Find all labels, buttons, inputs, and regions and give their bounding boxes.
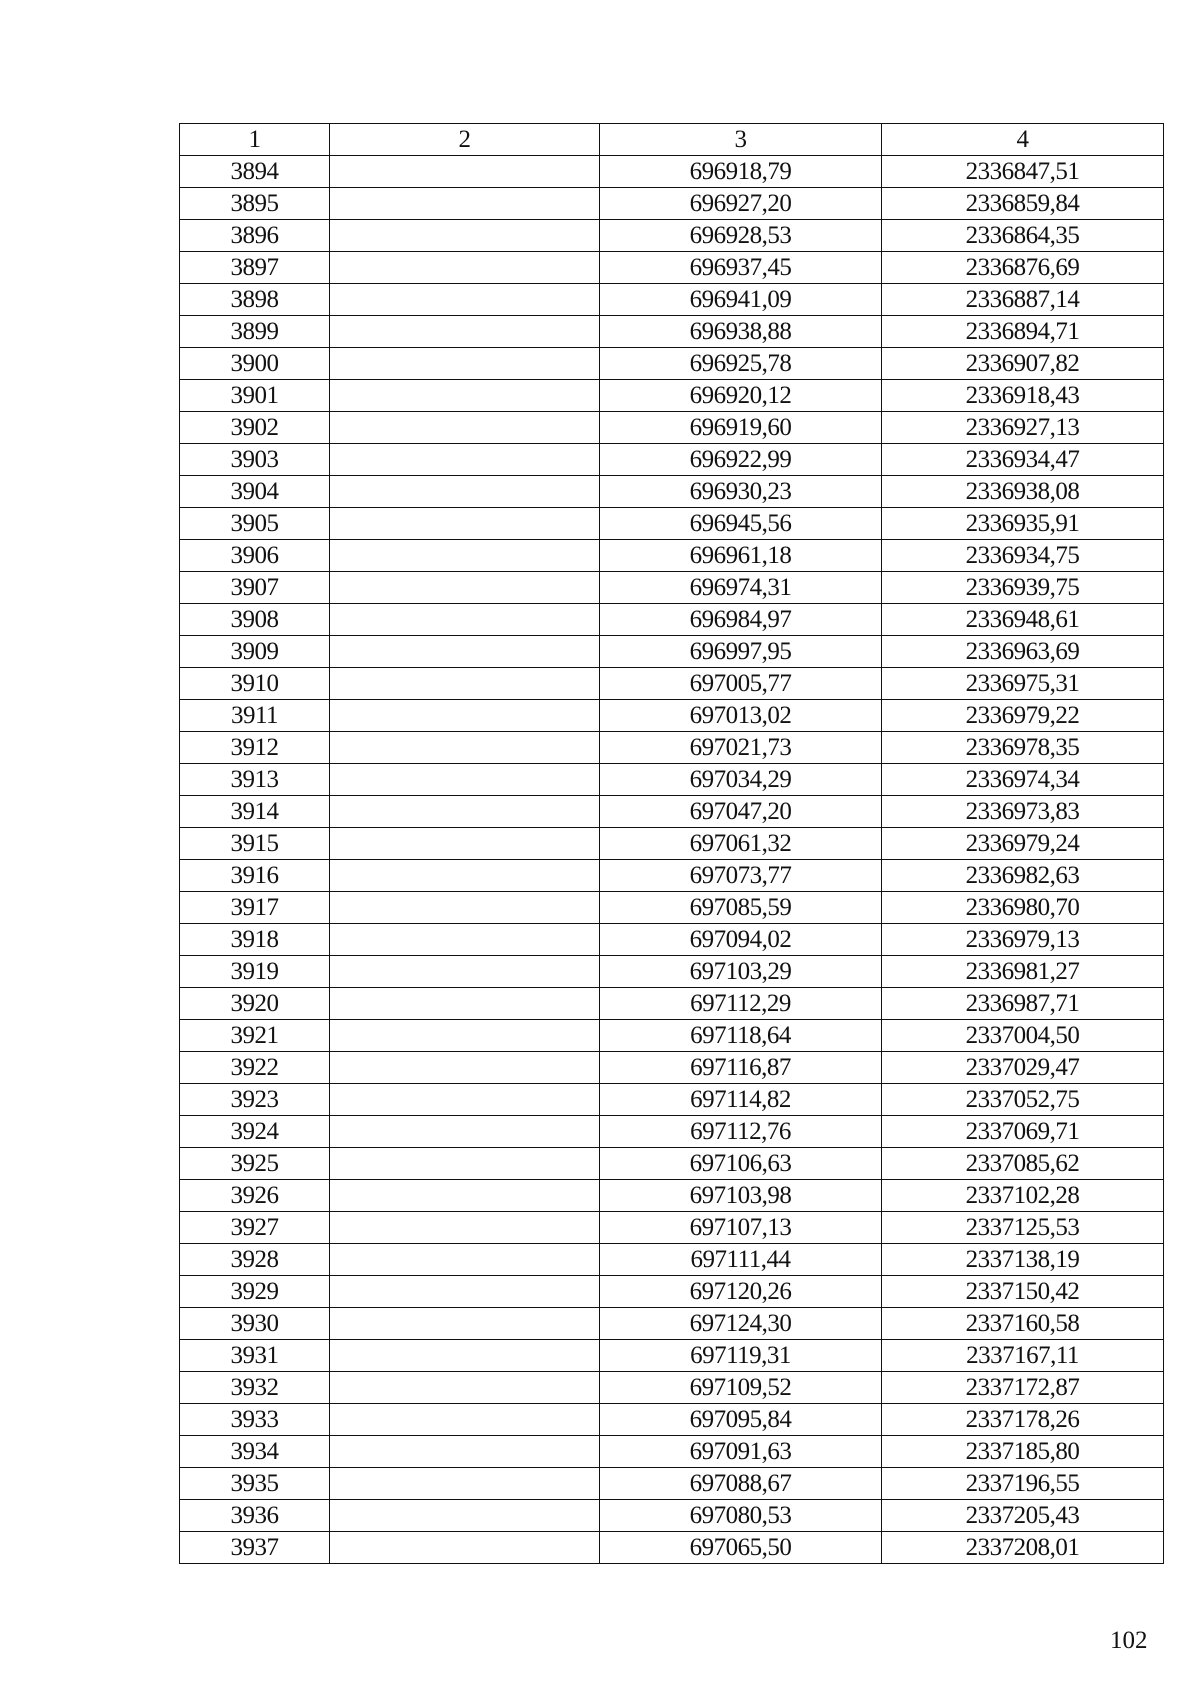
cell-col-2 xyxy=(330,252,600,284)
table-row xyxy=(180,1468,1164,1500)
table-row xyxy=(180,1372,1164,1404)
cell-point-number: 3906 xyxy=(180,540,330,572)
cell-x-coordinate: 697061,32 xyxy=(600,828,882,860)
cell-point-number: 3926 xyxy=(180,1180,330,1212)
cell-col-2 xyxy=(330,508,600,540)
cell-col-2 xyxy=(330,604,600,636)
table-row xyxy=(180,316,1164,348)
table-row xyxy=(180,892,1164,924)
cell-x-coordinate: 696941,09 xyxy=(600,284,882,316)
cell-col-2 xyxy=(330,956,600,988)
cell-col-2 xyxy=(330,1372,600,1404)
table-row xyxy=(180,1148,1164,1180)
coordinates-table-container xyxy=(179,123,1163,1564)
column-header-4: 4 xyxy=(882,124,1164,156)
cell-y-coordinate: 2336963,69 xyxy=(882,636,1164,668)
cell-y-coordinate: 2336938,08 xyxy=(882,476,1164,508)
cell-col-2 xyxy=(330,156,600,188)
table-row xyxy=(180,860,1164,892)
cell-col-2 xyxy=(330,476,600,508)
cell-x-coordinate: 697103,29 xyxy=(600,956,882,988)
cell-x-coordinate: 697091,63 xyxy=(600,1436,882,1468)
table-row xyxy=(180,1404,1164,1436)
cell-x-coordinate: 696961,18 xyxy=(600,540,882,572)
cell-x-coordinate: 697109,52 xyxy=(600,1372,882,1404)
cell-y-coordinate: 2337185,80 xyxy=(882,1436,1164,1468)
table-row xyxy=(180,1084,1164,1116)
table-row xyxy=(180,348,1164,380)
cell-x-coordinate: 697021,73 xyxy=(600,732,882,764)
table-row xyxy=(180,1244,1164,1276)
cell-x-coordinate: 697114,82 xyxy=(600,1084,882,1116)
cell-y-coordinate: 2337178,26 xyxy=(882,1404,1164,1436)
cell-point-number: 3937 xyxy=(180,1532,330,1564)
cell-point-number: 3919 xyxy=(180,956,330,988)
cell-x-coordinate: 696927,20 xyxy=(600,188,882,220)
cell-col-2 xyxy=(330,1436,600,1468)
table-row xyxy=(180,252,1164,284)
cell-x-coordinate: 697112,29 xyxy=(600,988,882,1020)
cell-x-coordinate: 697080,53 xyxy=(600,1500,882,1532)
cell-y-coordinate: 2336979,24 xyxy=(882,828,1164,860)
cell-col-2 xyxy=(330,1308,600,1340)
column-header-1: 1 xyxy=(180,124,330,156)
table-row xyxy=(180,988,1164,1020)
cell-point-number: 3911 xyxy=(180,700,330,732)
cell-x-coordinate: 697095,84 xyxy=(600,1404,882,1436)
cell-x-coordinate: 697013,02 xyxy=(600,700,882,732)
cell-point-number: 3933 xyxy=(180,1404,330,1436)
cell-y-coordinate: 2336979,13 xyxy=(882,924,1164,956)
cell-col-2 xyxy=(330,1020,600,1052)
table-row xyxy=(180,1052,1164,1084)
cell-point-number: 3902 xyxy=(180,412,330,444)
cell-point-number: 3908 xyxy=(180,604,330,636)
cell-col-2 xyxy=(330,284,600,316)
cell-col-2 xyxy=(330,892,600,924)
cell-col-2 xyxy=(330,1212,600,1244)
table-row xyxy=(180,444,1164,476)
cell-col-2 xyxy=(330,732,600,764)
cell-point-number: 3898 xyxy=(180,284,330,316)
table-row xyxy=(180,764,1164,796)
cell-col-2 xyxy=(330,380,600,412)
cell-x-coordinate: 697119,31 xyxy=(600,1340,882,1372)
cell-col-2 xyxy=(330,1276,600,1308)
cell-col-2 xyxy=(330,316,600,348)
cell-x-coordinate: 697065,50 xyxy=(600,1532,882,1564)
cell-col-2 xyxy=(330,1340,600,1372)
cell-col-2 xyxy=(330,188,600,220)
cell-point-number: 3915 xyxy=(180,828,330,860)
cell-y-coordinate: 2336975,31 xyxy=(882,668,1164,700)
cell-y-coordinate: 2337160,58 xyxy=(882,1308,1164,1340)
cell-y-coordinate: 2337004,50 xyxy=(882,1020,1164,1052)
cell-y-coordinate: 2337029,47 xyxy=(882,1052,1164,1084)
cell-y-coordinate: 2336934,47 xyxy=(882,444,1164,476)
cell-col-2 xyxy=(330,1116,600,1148)
cell-col-2 xyxy=(330,764,600,796)
cell-col-2 xyxy=(330,1052,600,1084)
table-row xyxy=(180,1276,1164,1308)
cell-y-coordinate: 2337138,19 xyxy=(882,1244,1164,1276)
table-body xyxy=(180,156,1164,1564)
table-row xyxy=(180,220,1164,252)
cell-point-number: 3931 xyxy=(180,1340,330,1372)
cell-x-coordinate: 697120,26 xyxy=(600,1276,882,1308)
table-row xyxy=(180,508,1164,540)
table-row xyxy=(180,1116,1164,1148)
cell-x-coordinate: 697034,29 xyxy=(600,764,882,796)
table-row xyxy=(180,796,1164,828)
cell-point-number: 3928 xyxy=(180,1244,330,1276)
table-row xyxy=(180,1436,1164,1468)
cell-point-number: 3916 xyxy=(180,860,330,892)
cell-x-coordinate: 696938,88 xyxy=(600,316,882,348)
cell-x-coordinate: 697005,77 xyxy=(600,668,882,700)
table-row xyxy=(180,1340,1164,1372)
cell-y-coordinate: 2336973,83 xyxy=(882,796,1164,828)
cell-x-coordinate: 697085,59 xyxy=(600,892,882,924)
cell-y-coordinate: 2337052,75 xyxy=(882,1084,1164,1116)
cell-x-coordinate: 697103,98 xyxy=(600,1180,882,1212)
cell-x-coordinate: 697088,67 xyxy=(600,1468,882,1500)
cell-y-coordinate: 2337196,55 xyxy=(882,1468,1164,1500)
cell-x-coordinate: 696937,45 xyxy=(600,252,882,284)
cell-x-coordinate: 696920,12 xyxy=(600,380,882,412)
table-row xyxy=(180,284,1164,316)
cell-y-coordinate: 2336939,75 xyxy=(882,572,1164,604)
cell-point-number: 3914 xyxy=(180,796,330,828)
cell-y-coordinate: 2336979,22 xyxy=(882,700,1164,732)
cell-y-coordinate: 2336948,61 xyxy=(882,604,1164,636)
column-header-2: 2 xyxy=(330,124,600,156)
cell-col-2 xyxy=(330,1532,600,1564)
cell-point-number: 3935 xyxy=(180,1468,330,1500)
table-row xyxy=(180,668,1164,700)
cell-col-2 xyxy=(330,1084,600,1116)
cell-col-2 xyxy=(330,1468,600,1500)
cell-col-2 xyxy=(330,1180,600,1212)
cell-col-2 xyxy=(330,796,600,828)
cell-point-number: 3932 xyxy=(180,1372,330,1404)
cell-point-number: 3910 xyxy=(180,668,330,700)
cell-x-coordinate: 696918,79 xyxy=(600,156,882,188)
cell-col-2 xyxy=(330,636,600,668)
cell-col-2 xyxy=(330,1148,600,1180)
cell-y-coordinate: 2337172,87 xyxy=(882,1372,1164,1404)
cell-y-coordinate: 2336894,71 xyxy=(882,316,1164,348)
cell-col-2 xyxy=(330,988,600,1020)
cell-point-number: 3929 xyxy=(180,1276,330,1308)
cell-col-2 xyxy=(330,540,600,572)
cell-y-coordinate: 2337125,53 xyxy=(882,1212,1164,1244)
table-row xyxy=(180,1180,1164,1212)
cell-y-coordinate: 2337102,28 xyxy=(882,1180,1164,1212)
cell-col-2 xyxy=(330,668,600,700)
cell-y-coordinate: 2336887,14 xyxy=(882,284,1164,316)
cell-x-coordinate: 697118,64 xyxy=(600,1020,882,1052)
cell-point-number: 3917 xyxy=(180,892,330,924)
cell-y-coordinate: 2337208,01 xyxy=(882,1532,1164,1564)
table-row xyxy=(180,828,1164,860)
cell-point-number: 3927 xyxy=(180,1212,330,1244)
header-row xyxy=(180,124,1164,156)
cell-x-coordinate: 696922,99 xyxy=(600,444,882,476)
cell-x-coordinate: 697047,20 xyxy=(600,796,882,828)
table-row xyxy=(180,156,1164,188)
cell-point-number: 3930 xyxy=(180,1308,330,1340)
cell-point-number: 3922 xyxy=(180,1052,330,1084)
cell-y-coordinate: 2336978,35 xyxy=(882,732,1164,764)
cell-y-coordinate: 2337150,42 xyxy=(882,1276,1164,1308)
table-row xyxy=(180,924,1164,956)
cell-x-coordinate: 697094,02 xyxy=(600,924,882,956)
table-header xyxy=(180,124,1164,156)
cell-point-number: 3912 xyxy=(180,732,330,764)
cell-x-coordinate: 696945,56 xyxy=(600,508,882,540)
cell-point-number: 3903 xyxy=(180,444,330,476)
cell-y-coordinate: 2336918,43 xyxy=(882,380,1164,412)
table-row xyxy=(180,956,1164,988)
table-row xyxy=(180,636,1164,668)
cell-point-number: 3896 xyxy=(180,220,330,252)
cell-x-coordinate: 697107,13 xyxy=(600,1212,882,1244)
cell-y-coordinate: 2336987,71 xyxy=(882,988,1164,1020)
cell-y-coordinate: 2336981,27 xyxy=(882,956,1164,988)
cell-point-number: 3897 xyxy=(180,252,330,284)
cell-point-number: 3920 xyxy=(180,988,330,1020)
cell-col-2 xyxy=(330,1404,600,1436)
table-row xyxy=(180,476,1164,508)
cell-col-2 xyxy=(330,444,600,476)
cell-col-2 xyxy=(330,1500,600,1532)
coordinates-table xyxy=(179,123,1164,1564)
page-number: 102 xyxy=(1110,1627,1148,1654)
cell-point-number: 3925 xyxy=(180,1148,330,1180)
cell-y-coordinate: 2337205,43 xyxy=(882,1500,1164,1532)
table-row xyxy=(180,572,1164,604)
cell-y-coordinate: 2337085,62 xyxy=(882,1148,1164,1180)
cell-point-number: 3895 xyxy=(180,188,330,220)
cell-col-2 xyxy=(330,412,600,444)
cell-y-coordinate: 2336864,35 xyxy=(882,220,1164,252)
table-row xyxy=(180,604,1164,636)
cell-point-number: 3934 xyxy=(180,1436,330,1468)
table-row xyxy=(180,1532,1164,1564)
table-row xyxy=(180,732,1164,764)
cell-y-coordinate: 2336935,91 xyxy=(882,508,1164,540)
cell-x-coordinate: 697073,77 xyxy=(600,860,882,892)
cell-x-coordinate: 696997,95 xyxy=(600,636,882,668)
cell-x-coordinate: 696930,23 xyxy=(600,476,882,508)
cell-col-2 xyxy=(330,860,600,892)
table-row xyxy=(180,1500,1164,1532)
cell-point-number: 3905 xyxy=(180,508,330,540)
cell-y-coordinate: 2336934,75 xyxy=(882,540,1164,572)
cell-x-coordinate: 696919,60 xyxy=(600,412,882,444)
cell-col-2 xyxy=(330,828,600,860)
cell-x-coordinate: 696928,53 xyxy=(600,220,882,252)
cell-col-2 xyxy=(330,700,600,732)
cell-x-coordinate: 697112,76 xyxy=(600,1116,882,1148)
cell-y-coordinate: 2337167,11 xyxy=(882,1340,1164,1372)
cell-point-number: 3913 xyxy=(180,764,330,796)
cell-y-coordinate: 2337069,71 xyxy=(882,1116,1164,1148)
cell-point-number: 3900 xyxy=(180,348,330,380)
table-row xyxy=(180,412,1164,444)
cell-x-coordinate: 696974,31 xyxy=(600,572,882,604)
cell-point-number: 3924 xyxy=(180,1116,330,1148)
table-row xyxy=(180,188,1164,220)
cell-col-2 xyxy=(330,572,600,604)
column-header-3: 3 xyxy=(600,124,882,156)
cell-y-coordinate: 2336847,51 xyxy=(882,156,1164,188)
cell-point-number: 3907 xyxy=(180,572,330,604)
cell-point-number: 3899 xyxy=(180,316,330,348)
cell-y-coordinate: 2336927,13 xyxy=(882,412,1164,444)
cell-col-2 xyxy=(330,924,600,956)
cell-point-number: 3904 xyxy=(180,476,330,508)
cell-x-coordinate: 697116,87 xyxy=(600,1052,882,1084)
table-row xyxy=(180,540,1164,572)
cell-x-coordinate: 696984,97 xyxy=(600,604,882,636)
cell-point-number: 3918 xyxy=(180,924,330,956)
cell-point-number: 3923 xyxy=(180,1084,330,1116)
table-row xyxy=(180,1308,1164,1340)
cell-y-coordinate: 2336907,82 xyxy=(882,348,1164,380)
cell-point-number: 3901 xyxy=(180,380,330,412)
cell-x-coordinate: 697106,63 xyxy=(600,1148,882,1180)
cell-point-number: 3894 xyxy=(180,156,330,188)
cell-y-coordinate: 2336980,70 xyxy=(882,892,1164,924)
table-row xyxy=(180,1212,1164,1244)
cell-col-2 xyxy=(330,220,600,252)
cell-y-coordinate: 2336974,34 xyxy=(882,764,1164,796)
cell-point-number: 3936 xyxy=(180,1500,330,1532)
table-row xyxy=(180,380,1164,412)
cell-col-2 xyxy=(330,348,600,380)
cell-x-coordinate: 697111,44 xyxy=(600,1244,882,1276)
cell-point-number: 3909 xyxy=(180,636,330,668)
cell-x-coordinate: 697124,30 xyxy=(600,1308,882,1340)
table-row xyxy=(180,700,1164,732)
cell-y-coordinate: 2336859,84 xyxy=(882,188,1164,220)
table-row xyxy=(180,1020,1164,1052)
cell-point-number: 3921 xyxy=(180,1020,330,1052)
cell-x-coordinate: 696925,78 xyxy=(600,348,882,380)
cell-y-coordinate: 2336876,69 xyxy=(882,252,1164,284)
cell-y-coordinate: 2336982,63 xyxy=(882,860,1164,892)
cell-col-2 xyxy=(330,1244,600,1276)
